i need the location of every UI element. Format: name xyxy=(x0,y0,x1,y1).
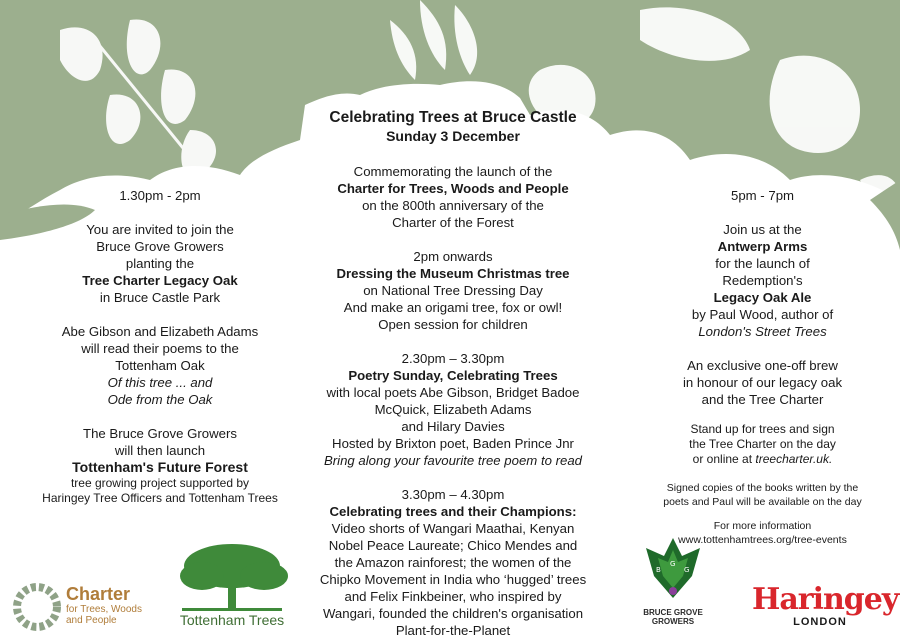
left-park: in Bruce Castle Park xyxy=(99,290,221,305)
bgg-letter-1: B xyxy=(656,566,661,574)
charter-logo-icon xyxy=(12,582,62,632)
right-stand-2: the Tree Charter on the day xyxy=(689,437,836,451)
charter-logo-text xyxy=(66,584,156,626)
pub-name: Antwerp Arms xyxy=(717,239,808,254)
session2-line-4: Hosted by Brixton poet, Baden Prince Jnr xyxy=(332,436,574,451)
online-site: treecharter.uk. xyxy=(755,452,833,466)
right-stand-1: Stand up for trees and sign xyxy=(690,422,835,436)
left-invite-2: Bruce Grove Growers xyxy=(96,239,224,254)
session3-time: 3.30pm – 4.30pm xyxy=(401,487,505,502)
right-brew-2: in honour of our legacy oak xyxy=(682,375,843,390)
bgg-letter-3: G xyxy=(684,566,690,574)
center-anniv-2: Charter of the Forest xyxy=(392,215,514,230)
right-url: www.tottenhamtrees.org/tree-events xyxy=(678,534,847,546)
session3-line-3: the Amazon rainforest; the women of the xyxy=(334,555,572,570)
center-intro: Commemorating the launch of the xyxy=(353,164,553,179)
charter-logo-sub2: and People xyxy=(66,615,117,626)
session1-line-2: And make an origami tree, fox or owl! xyxy=(343,300,563,315)
left-column xyxy=(20,187,300,506)
left-launch-2: will then launch xyxy=(114,443,206,458)
left-poets-2: will read their poems to the xyxy=(81,341,239,356)
online-prefix: or online at xyxy=(692,452,756,466)
left-support-2: Haringey Tree Officers and Tottenham Trees xyxy=(42,491,278,505)
ale-name: Legacy Oak Ale xyxy=(713,290,812,305)
right-column xyxy=(645,187,880,547)
right-brew-1: An exclusive one-off brew xyxy=(687,358,838,373)
session2-italic: Bring along your favourite tree poem to read xyxy=(323,453,583,468)
session1-title: Dressing the Museum Christmas tree xyxy=(336,266,570,281)
book-title: London's Street Trees xyxy=(698,324,827,339)
bgg-name-1: BRUCE GROVE xyxy=(643,608,703,617)
session3-line-1: Video shorts of Wangari Maathai, Kenyan xyxy=(331,521,575,536)
right-join: Join us at the xyxy=(723,222,802,237)
session2-title: Poetry Sunday, Celebrating Trees xyxy=(348,368,558,383)
session3-line-7: Plant-for-the-Planet xyxy=(395,623,511,638)
page-title: Celebrating Trees at Bruce Castle xyxy=(329,109,577,126)
left-invite-1: You are invited to join the xyxy=(86,222,234,237)
poem-title-1: Of this tree ... and xyxy=(107,375,213,390)
right-time: 5pm - 7pm xyxy=(730,188,795,203)
future-forest-title: Tottenham's Future Forest xyxy=(72,459,248,475)
legacy-oak-title: Tree Charter Legacy Oak xyxy=(82,273,238,288)
session1-line-1: on National Tree Dressing Day xyxy=(363,283,543,298)
session2-line-2: McQuick, Elizabeth Adams xyxy=(374,402,532,417)
right-author: by Paul Wood, author of xyxy=(691,307,834,322)
session3-line-6: Wangari, founded the children's organisation xyxy=(322,606,584,621)
center-anniv-1: on the 800th anniversary of the xyxy=(362,198,544,213)
session2-time: 2.30pm – 3.30pm xyxy=(401,351,505,366)
charter-logo-name: Charter xyxy=(66,584,131,604)
bgg-name xyxy=(632,608,714,626)
page-date: Sunday 3 December xyxy=(386,128,520,144)
session3-title: Celebrating trees and their Champions: xyxy=(329,504,577,519)
tottenham-trees-name: Tottenham Trees xyxy=(179,612,285,628)
left-poets-1: Abe Gibson and Elizabeth Adams xyxy=(61,324,259,339)
right-launch-2: Redemption's xyxy=(722,273,803,288)
poem-title-2: Ode from the Oak xyxy=(107,392,213,407)
center-column xyxy=(303,108,603,639)
bgg-name-2: GROWERS xyxy=(651,617,695,626)
bruce-grove-growers-logo-icon xyxy=(642,536,704,606)
left-time: 1.30pm - 2pm xyxy=(119,188,201,203)
left-poets-3: Tottenham Oak xyxy=(115,358,205,373)
haringey-logo-sub: LONDON xyxy=(793,616,847,628)
right-signed-2: poets and Paul will be available on the day xyxy=(663,496,862,508)
session3-line-5: and Felix Finkbeiner, who inspired by xyxy=(344,589,562,604)
session3-line-2: Nobel Peace Laureate; Chico Mendes and xyxy=(328,538,578,553)
right-brew-3: and the Tree Charter xyxy=(701,392,824,407)
haringey-logo-name: Haringey xyxy=(752,582,899,617)
right-online xyxy=(645,452,880,467)
tottenham-trees-tree-icon xyxy=(172,538,292,616)
left-invite-3: planting the xyxy=(125,256,195,271)
session1-time: 2pm onwards xyxy=(413,249,493,264)
bgg-letter-2: G xyxy=(670,560,676,568)
charter-title: Charter for Trees, Woods and People xyxy=(337,181,569,196)
session2-line-3: and Hilary Davies xyxy=(401,419,505,434)
session2-line-1: with local poets Abe Gibson, Bridget Badoe xyxy=(326,385,580,400)
right-signed-1: Signed copies of the books written by the xyxy=(666,482,859,494)
left-launch-1: The Bruce Grove Growers xyxy=(83,426,237,441)
session3-line-4: Chipko Movement in India who ‘hugged’ trees xyxy=(319,572,587,587)
charter-logo-sub1: for Trees, Woods xyxy=(66,604,142,615)
haringey-logo xyxy=(752,582,899,628)
right-launch-1: for the launch of xyxy=(715,256,810,271)
session1-line-3: Open session for children xyxy=(378,317,528,332)
left-support-1: tree growing project supported by xyxy=(70,476,250,490)
right-more: For more information xyxy=(713,520,812,532)
